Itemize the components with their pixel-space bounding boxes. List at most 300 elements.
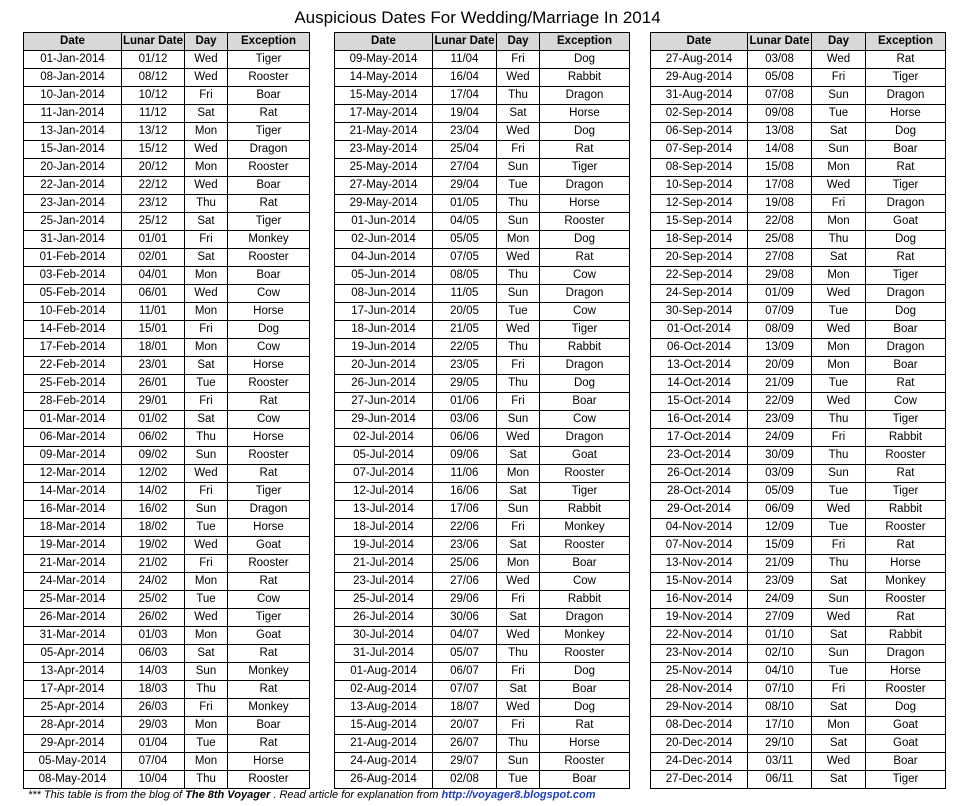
exception-cell: Rat xyxy=(228,681,310,699)
footer-note xyxy=(28,789,596,801)
table-row xyxy=(335,357,630,375)
table-row xyxy=(335,231,630,249)
date-cell: 15-May-2014 xyxy=(335,87,433,105)
date-cell: 24-Mar-2014 xyxy=(24,573,122,591)
exception-cell: Horse xyxy=(540,735,630,753)
day-cell: Thu xyxy=(812,555,866,573)
lunar-date-cell: 15/01 xyxy=(122,321,185,339)
day-cell: Wed xyxy=(185,537,228,555)
lunar-date-cell: 24/09 xyxy=(748,591,812,609)
day-cell: Wed xyxy=(812,393,866,411)
lunar-date-cell: 06/09 xyxy=(748,501,812,519)
table-row xyxy=(335,465,630,483)
day-cell: Mon xyxy=(812,159,866,177)
day-cell: Sun xyxy=(497,159,540,177)
date-cell: 31-Aug-2014 xyxy=(651,87,748,105)
lunar-date-cell: 18/02 xyxy=(122,519,185,537)
lunar-date-cell: 29/06 xyxy=(433,591,497,609)
table-row xyxy=(335,483,630,501)
lunar-date-cell: 03/11 xyxy=(748,753,812,771)
day-cell: Sun xyxy=(812,591,866,609)
exception-cell: Rooster xyxy=(228,447,310,465)
lunar-date-cell: 01/01 xyxy=(122,231,185,249)
lunar-date-cell: 08/05 xyxy=(433,267,497,285)
exception-cell: Rooster xyxy=(228,159,310,177)
table-row xyxy=(24,627,310,645)
table-row xyxy=(335,681,630,699)
day-cell: Thu xyxy=(497,87,540,105)
exception-cell: Dragon xyxy=(540,357,630,375)
exception-cell: Boar xyxy=(228,177,310,195)
lunar-date-cell: 08/12 xyxy=(122,69,185,87)
date-cell: 21-May-2014 xyxy=(335,123,433,141)
date-cell: 08-Jun-2014 xyxy=(335,285,433,303)
day-cell: Fri xyxy=(185,321,228,339)
day-cell: Wed xyxy=(185,51,228,69)
day-cell: Fri xyxy=(812,195,866,213)
day-cell: Tue xyxy=(812,375,866,393)
day-cell: Tue xyxy=(812,105,866,123)
day-cell: Mon xyxy=(497,231,540,249)
table-row xyxy=(24,303,310,321)
exception-cell: Dog xyxy=(540,699,630,717)
table-row xyxy=(651,681,946,699)
day-cell: Tue xyxy=(812,519,866,537)
date-cell: 13-Jul-2014 xyxy=(335,501,433,519)
date-cell: 29-Aug-2014 xyxy=(651,69,748,87)
exception-cell: Cow xyxy=(540,411,630,429)
date-cell: 23-Nov-2014 xyxy=(651,645,748,663)
day-cell: Sat xyxy=(812,699,866,717)
table-row xyxy=(651,105,946,123)
table-row xyxy=(335,717,630,735)
table-row xyxy=(335,159,630,177)
exception-cell: Monkey xyxy=(540,627,630,645)
day-cell: Fri xyxy=(185,87,228,105)
day-cell: Fri xyxy=(497,393,540,411)
day-cell: Fri xyxy=(497,663,540,681)
exception-cell: Tiger xyxy=(866,267,946,285)
exception-cell: Dog xyxy=(540,123,630,141)
date-cell: 02-Jun-2014 xyxy=(335,231,433,249)
table-row xyxy=(651,591,946,609)
lunar-date-cell: 12/09 xyxy=(748,519,812,537)
lunar-date-cell: 02/01 xyxy=(122,249,185,267)
table-row xyxy=(335,555,630,573)
day-cell: Mon xyxy=(497,465,540,483)
exception-cell: Rooster xyxy=(866,447,946,465)
table-row xyxy=(24,645,310,663)
day-cell: Sat xyxy=(812,123,866,141)
date-cell: 01-Mar-2014 xyxy=(24,411,122,429)
lunar-date-cell: 01/05 xyxy=(433,195,497,213)
lunar-date-cell: 20/07 xyxy=(433,717,497,735)
table-row xyxy=(335,123,630,141)
date-cell: 25-Feb-2014 xyxy=(24,375,122,393)
exception-cell: Tiger xyxy=(228,609,310,627)
day-cell: Sat xyxy=(185,105,228,123)
date-cell: 26-Mar-2014 xyxy=(24,609,122,627)
date-cell: 26-Aug-2014 xyxy=(335,771,433,789)
lunar-date-cell: 10/12 xyxy=(122,87,185,105)
day-cell: Fri xyxy=(185,231,228,249)
day-cell: Sat xyxy=(185,645,228,663)
lunar-date-cell: 18/07 xyxy=(433,699,497,717)
day-cell: Tue xyxy=(185,591,228,609)
exception-cell: Horse xyxy=(228,753,310,771)
table-row xyxy=(24,267,310,285)
date-cell: 08-Sep-2014 xyxy=(651,159,748,177)
exception-cell: Boar xyxy=(228,87,310,105)
date-cell: 21-Mar-2014 xyxy=(24,555,122,573)
exception-cell: Rat xyxy=(866,159,946,177)
exception-cell: Dragon xyxy=(866,87,946,105)
day-cell: Thu xyxy=(497,195,540,213)
exception-cell: Cow xyxy=(228,591,310,609)
exception-cell: Dragon xyxy=(866,339,946,357)
day-cell: Sun xyxy=(812,141,866,159)
day-cell: Sun xyxy=(185,663,228,681)
lunar-date-cell: 24/02 xyxy=(122,573,185,591)
day-cell: Tue xyxy=(497,177,540,195)
exception-cell: Cow xyxy=(228,411,310,429)
lunar-date-cell: 21/09 xyxy=(748,375,812,393)
date-cell: 18-Mar-2014 xyxy=(24,519,122,537)
exception-cell: Boar xyxy=(540,681,630,699)
date-cell: 28-Feb-2014 xyxy=(24,393,122,411)
table-row xyxy=(335,735,630,753)
exception-cell: Rabbit xyxy=(540,339,630,357)
date-cell: 12-Mar-2014 xyxy=(24,465,122,483)
header-date: Date xyxy=(651,33,748,51)
exception-cell: Boar xyxy=(228,717,310,735)
table-row xyxy=(651,213,946,231)
date-cell: 24-Sep-2014 xyxy=(651,285,748,303)
exception-cell: Goat xyxy=(228,537,310,555)
exception-cell: Monkey xyxy=(228,699,310,717)
date-cell: 31-Jan-2014 xyxy=(24,231,122,249)
lunar-date-cell: 30/09 xyxy=(748,447,812,465)
day-cell: Mon xyxy=(185,123,228,141)
lunar-date-cell: 25/04 xyxy=(433,141,497,159)
day-cell: Sat xyxy=(812,771,866,789)
lunar-date-cell: 14/02 xyxy=(122,483,185,501)
day-cell: Thu xyxy=(497,375,540,393)
exception-cell: Dog xyxy=(540,231,630,249)
table-row xyxy=(651,375,946,393)
header-date: Date xyxy=(24,33,122,51)
day-cell: Fri xyxy=(497,51,540,69)
exception-cell: Rooster xyxy=(540,537,630,555)
lunar-date-cell: 11/05 xyxy=(433,285,497,303)
table-row xyxy=(335,105,630,123)
date-cell: 13-Jan-2014 xyxy=(24,123,122,141)
date-cell: 01-Jun-2014 xyxy=(335,213,433,231)
date-cell: 17-Apr-2014 xyxy=(24,681,122,699)
exception-cell: Rat xyxy=(228,573,310,591)
lunar-date-cell: 05/05 xyxy=(433,231,497,249)
lunar-date-cell: 19/02 xyxy=(122,537,185,555)
exception-cell: Rooster xyxy=(540,465,630,483)
day-cell: Fri xyxy=(812,69,866,87)
table-row xyxy=(335,537,630,555)
exception-cell: Tiger xyxy=(228,213,310,231)
table-row xyxy=(335,645,630,663)
lunar-date-cell: 05/07 xyxy=(433,645,497,663)
lunar-date-cell: 07/08 xyxy=(748,87,812,105)
day-cell: Tue xyxy=(497,771,540,789)
date-cell: 25-Mar-2014 xyxy=(24,591,122,609)
exception-cell: Rat xyxy=(228,393,310,411)
day-cell: Mon xyxy=(812,339,866,357)
lunar-date-cell: 23/09 xyxy=(748,411,812,429)
date-cell: 29-Jun-2014 xyxy=(335,411,433,429)
lunar-date-cell: 11/06 xyxy=(433,465,497,483)
table-row xyxy=(335,699,630,717)
table-row xyxy=(651,627,946,645)
lunar-date-cell: 11/04 xyxy=(433,51,497,69)
date-cell: 26-Jul-2014 xyxy=(335,609,433,627)
header-exception: Exception xyxy=(540,33,630,51)
date-cell: 26-Jun-2014 xyxy=(335,375,433,393)
exception-cell: Rabbit xyxy=(540,69,630,87)
table-row xyxy=(335,177,630,195)
day-cell: Tue xyxy=(185,519,228,537)
table-row xyxy=(651,645,946,663)
lunar-date-cell: 09/08 xyxy=(748,105,812,123)
exception-cell: Rooster xyxy=(866,681,946,699)
date-cell: 25-Jul-2014 xyxy=(335,591,433,609)
day-cell: Fri xyxy=(185,555,228,573)
table-row xyxy=(651,285,946,303)
exception-cell: Goat xyxy=(866,213,946,231)
table-row xyxy=(24,141,310,159)
date-cell: 19-Mar-2014 xyxy=(24,537,122,555)
table-row xyxy=(651,717,946,735)
lunar-date-cell: 21/02 xyxy=(122,555,185,573)
lunar-date-cell: 20/05 xyxy=(433,303,497,321)
exception-cell: Horse xyxy=(540,105,630,123)
table-row xyxy=(651,555,946,573)
day-cell: Wed xyxy=(185,69,228,87)
day-cell: Wed xyxy=(812,753,866,771)
date-cell: 14-May-2014 xyxy=(335,69,433,87)
date-cell: 02-Jul-2014 xyxy=(335,429,433,447)
lunar-date-cell: 03/08 xyxy=(748,51,812,69)
lunar-date-cell: 04/01 xyxy=(122,267,185,285)
exception-cell: Dragon xyxy=(866,285,946,303)
exception-cell: Goat xyxy=(866,717,946,735)
footer-blog-link[interactable]: http://voyager8.blogspot.com xyxy=(441,789,596,801)
table-row xyxy=(335,591,630,609)
date-cell: 14-Mar-2014 xyxy=(24,483,122,501)
table-row xyxy=(335,213,630,231)
header-lunar-date: Lunar Date xyxy=(433,33,497,51)
lunar-date-cell: 22/12 xyxy=(122,177,185,195)
day-cell: Sat xyxy=(812,573,866,591)
table-row xyxy=(24,501,310,519)
lunar-date-cell: 06/07 xyxy=(433,663,497,681)
table-row xyxy=(24,465,310,483)
lunar-date-cell: 23/09 xyxy=(748,573,812,591)
lunar-date-cell: 29/07 xyxy=(433,753,497,771)
exception-cell: Rooster xyxy=(866,591,946,609)
day-cell: Wed xyxy=(185,141,228,159)
exception-cell: Dog xyxy=(866,303,946,321)
date-cell: 01-Oct-2014 xyxy=(651,321,748,339)
lunar-date-cell: 01/09 xyxy=(748,285,812,303)
exception-cell: Rabbit xyxy=(866,627,946,645)
lunar-date-cell: 09/02 xyxy=(122,447,185,465)
exception-cell: Rat xyxy=(866,465,946,483)
day-cell: Mon xyxy=(812,267,866,285)
day-cell: Mon xyxy=(185,573,228,591)
lunar-date-cell: 27/04 xyxy=(433,159,497,177)
table-row xyxy=(24,717,310,735)
exception-cell: Rooster xyxy=(228,249,310,267)
table-row xyxy=(335,303,630,321)
table-row xyxy=(335,519,630,537)
date-cell: 11-Jan-2014 xyxy=(24,105,122,123)
date-cell: 19-Jul-2014 xyxy=(335,537,433,555)
table-row xyxy=(651,249,946,267)
lunar-date-cell: 07/10 xyxy=(748,681,812,699)
table-row xyxy=(335,321,630,339)
footer-prefix: *** This table is from the blog of xyxy=(28,789,186,801)
table-row xyxy=(335,411,630,429)
lunar-date-cell: 27/06 xyxy=(433,573,497,591)
day-cell: Sat xyxy=(812,627,866,645)
table-row xyxy=(651,123,946,141)
day-cell: Thu xyxy=(497,735,540,753)
date-cell: 22-Jan-2014 xyxy=(24,177,122,195)
table-row xyxy=(24,411,310,429)
lunar-date-cell: 03/06 xyxy=(433,411,497,429)
exception-cell: Tiger xyxy=(866,411,946,429)
table-row xyxy=(24,753,310,771)
day-cell: Fri xyxy=(497,519,540,537)
date-cell: 07-Nov-2014 xyxy=(651,537,748,555)
date-cell: 03-Feb-2014 xyxy=(24,267,122,285)
date-cell: 08-May-2014 xyxy=(24,771,122,789)
lunar-date-cell: 19/04 xyxy=(433,105,497,123)
date-cell: 30-Jul-2014 xyxy=(335,627,433,645)
table-row xyxy=(24,87,310,105)
exception-cell: Tiger xyxy=(866,483,946,501)
date-cell: 01-Jan-2014 xyxy=(24,51,122,69)
lunar-date-cell: 07/05 xyxy=(433,249,497,267)
day-cell: Mon xyxy=(812,357,866,375)
exception-cell: Boar xyxy=(540,393,630,411)
day-cell: Wed xyxy=(812,321,866,339)
day-cell: Sun xyxy=(185,447,228,465)
exception-cell: Rat xyxy=(228,195,310,213)
lunar-date-cell: 17/04 xyxy=(433,87,497,105)
table-row xyxy=(24,159,310,177)
table-header-row xyxy=(335,33,630,51)
day-cell: Mon xyxy=(185,303,228,321)
day-cell: Sat xyxy=(185,411,228,429)
date-cell: 31-Mar-2014 xyxy=(24,627,122,645)
exception-cell: Boar xyxy=(540,771,630,789)
table-row xyxy=(24,213,310,231)
date-cell: 13-Apr-2014 xyxy=(24,663,122,681)
table-row xyxy=(335,447,630,465)
day-cell: Mon xyxy=(812,213,866,231)
day-cell: Fri xyxy=(812,537,866,555)
exception-cell: Dog xyxy=(540,375,630,393)
lunar-date-cell: 06/02 xyxy=(122,429,185,447)
lunar-date-cell: 16/04 xyxy=(433,69,497,87)
table-row xyxy=(24,339,310,357)
day-cell: Fri xyxy=(185,393,228,411)
lunar-date-cell: 04/10 xyxy=(748,663,812,681)
table-row xyxy=(335,663,630,681)
exception-cell: Goat xyxy=(228,627,310,645)
exception-cell: Rooster xyxy=(228,555,310,573)
lunar-date-cell: 25/08 xyxy=(748,231,812,249)
day-cell: Tue xyxy=(185,375,228,393)
lunar-date-cell: 23/06 xyxy=(433,537,497,555)
lunar-date-cell: 21/05 xyxy=(433,321,497,339)
table-row xyxy=(335,87,630,105)
exception-cell: Rat xyxy=(866,609,946,627)
lunar-date-cell: 06/11 xyxy=(748,771,812,789)
date-cell: 26-Oct-2014 xyxy=(651,465,748,483)
header-exception: Exception xyxy=(228,33,310,51)
exception-cell: Cow xyxy=(228,339,310,357)
day-cell: Tue xyxy=(497,303,540,321)
date-cell: 15-Jan-2014 xyxy=(24,141,122,159)
exception-cell: Horse xyxy=(228,429,310,447)
day-cell: Wed xyxy=(497,573,540,591)
date-cell: 23-Jan-2014 xyxy=(24,195,122,213)
date-cell: 29-Apr-2014 xyxy=(24,735,122,753)
date-cell: 17-May-2014 xyxy=(335,105,433,123)
day-cell: Sat xyxy=(497,537,540,555)
day-cell: Wed xyxy=(812,177,866,195)
date-cell: 19-Nov-2014 xyxy=(651,609,748,627)
exception-cell: Goat xyxy=(866,735,946,753)
table-row xyxy=(335,249,630,267)
lunar-date-cell: 25/02 xyxy=(122,591,185,609)
exception-cell: Rooster xyxy=(540,753,630,771)
lunar-date-cell: 06/06 xyxy=(433,429,497,447)
date-cell: 15-Aug-2014 xyxy=(335,717,433,735)
day-cell: Sat xyxy=(185,213,228,231)
date-cell: 18-Sep-2014 xyxy=(651,231,748,249)
day-cell: Thu xyxy=(812,231,866,249)
lunar-date-cell: 13/09 xyxy=(748,339,812,357)
day-cell: Tue xyxy=(812,303,866,321)
table-row xyxy=(335,51,630,69)
table-row xyxy=(651,87,946,105)
lunar-date-cell: 02/08 xyxy=(433,771,497,789)
table-row xyxy=(335,141,630,159)
date-cell: 01-Feb-2014 xyxy=(24,249,122,267)
table-row xyxy=(335,285,630,303)
day-cell: Fri xyxy=(812,429,866,447)
exception-cell: Rabbit xyxy=(866,429,946,447)
lunar-date-cell: 13/12 xyxy=(122,123,185,141)
date-cell: 27-Dec-2014 xyxy=(651,771,748,789)
day-cell: Thu xyxy=(185,681,228,699)
table-row xyxy=(24,699,310,717)
lunar-date-cell: 21/09 xyxy=(748,555,812,573)
header-lunar-date: Lunar Date xyxy=(748,33,812,51)
lunar-date-cell: 01/03 xyxy=(122,627,185,645)
date-cell: 28-Nov-2014 xyxy=(651,681,748,699)
